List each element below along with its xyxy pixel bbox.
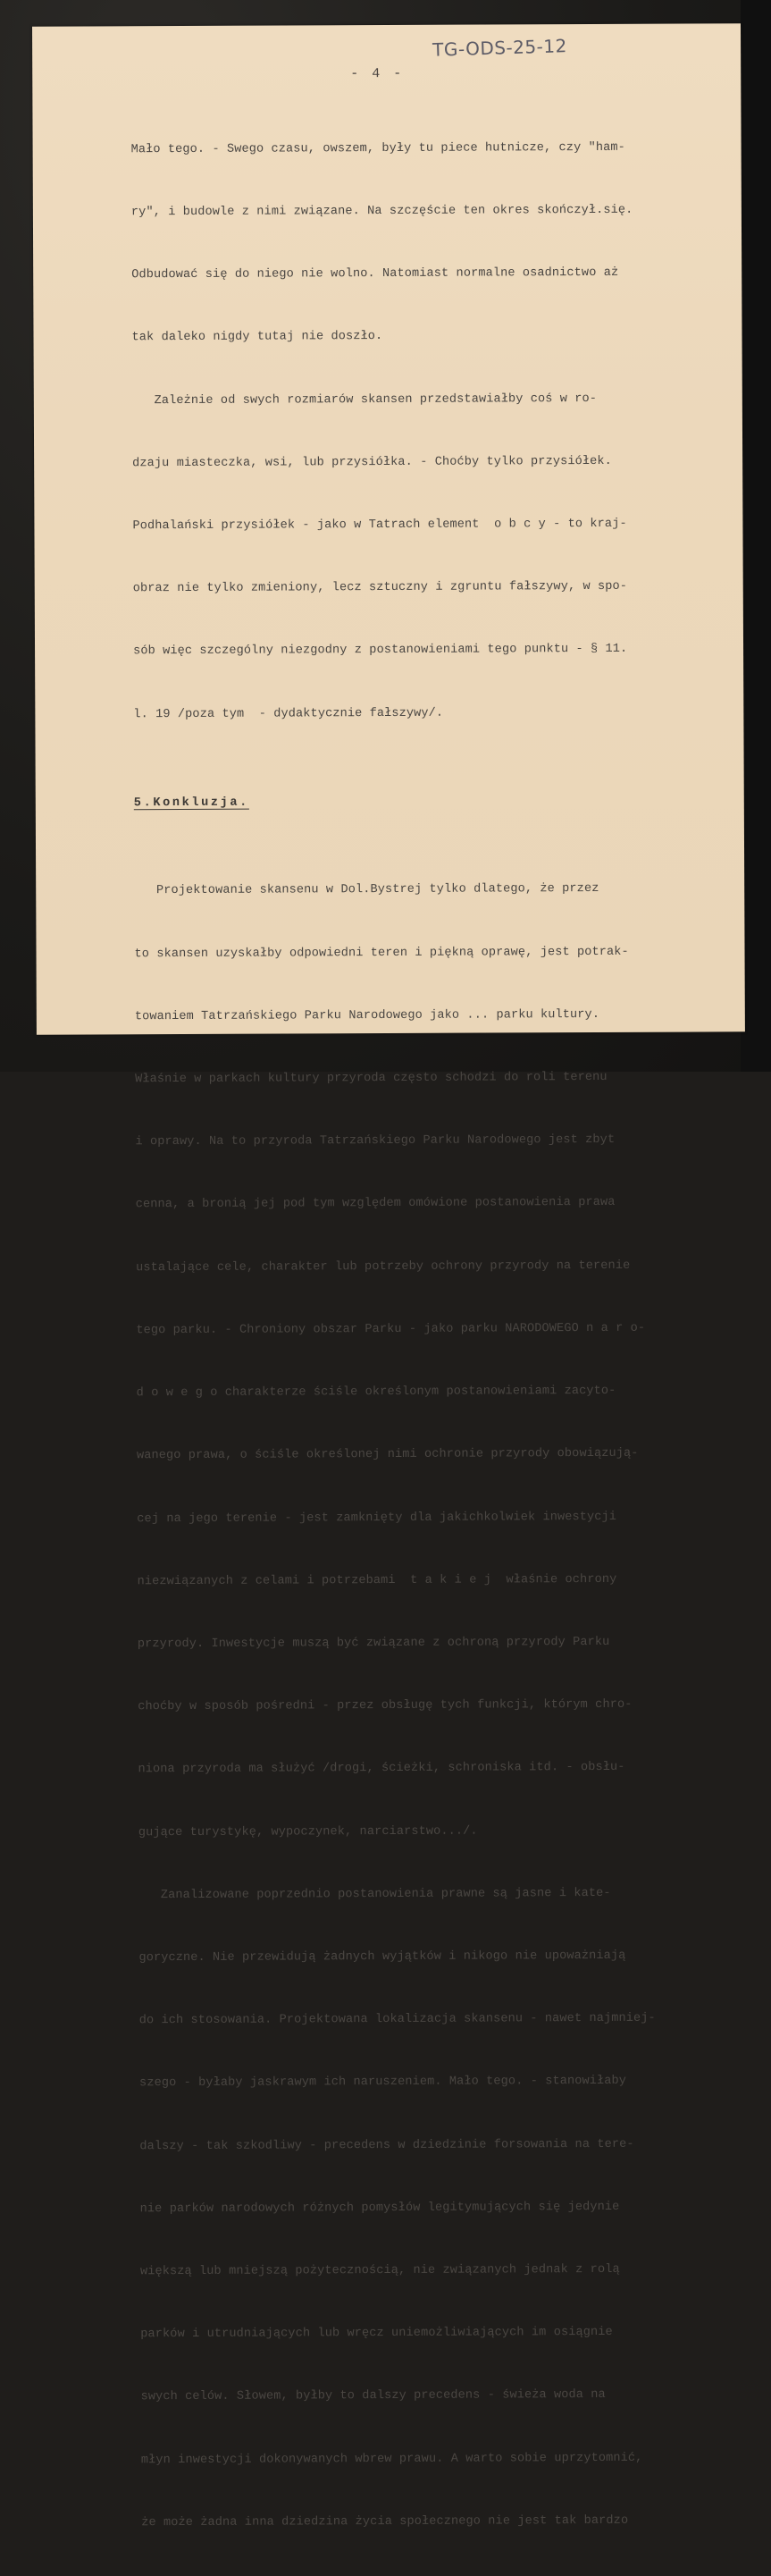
text-line: cenna, a bronią jej pod tym względem omówione postanowienia prawa — [135, 1196, 616, 1212]
text-line: ry", i budowle z nimi związane. Na szczęście ten okres skończył.się. — [130, 203, 633, 220]
text-line: parków i utrudniających lub wręcz uniemożliwiających im osiągnie — [140, 2326, 613, 2342]
text-line: ustalające cele, charakter lub potrzeby ochrony przyrody na terenie — [136, 1259, 631, 1275]
text-line: większą lub mniejszą pożytecznością, nie związanych jednak z rolą — [139, 2262, 620, 2279]
text-line: tak daleko nigdy tutaj nie doszło. — [131, 330, 383, 345]
text-line: niezwiązanych z celami i potrzebami t a k i e j właśnie ochrony — [137, 1572, 617, 1588]
page-number: - 4 - — [350, 65, 405, 82]
text-line: obraz nie tylko zmieniony, lecz sztuczny i zgruntu fałszywy, w spo- — [132, 580, 628, 596]
section-heading: 5.Konkluzja. — [133, 796, 249, 811]
text-line: że może żadna inna dziedzina życia społecznego nie jest tak bardzo — [141, 2513, 629, 2530]
text-line: szego - byłaby jaskrawym ich naruszeniem. Mało tego. - stanowiłaby — [139, 2075, 627, 2091]
typewritten-text — [130, 95, 731, 2575]
scanner-edge — [741, 0, 771, 1072]
text-line: Podhalański przysiółek - jako w Tatrach element o b c y - to kraj- — [132, 517, 627, 534]
text-line: cej na jego terenie - jest zamknięty dla jakichkolwiek inwestycji — [137, 1510, 617, 1526]
text-line: towaniem Tatrzańskiego Parku Narodowego jako ... parku kultury. — [134, 1007, 600, 1024]
text-line: d o w e g o charakterze ściśle określonym postanowieniami zacyto- — [136, 1384, 616, 1401]
text-line: to skansen uzyskałby odpowiedni teren i piękną oprawę, jest potrak- — [134, 945, 629, 961]
text-line: Projektowanie skansenu w Dol.Bystrej tylko dlatego, że przez — [134, 882, 599, 898]
text-line: przyrody. Inwestycje muszą być związane z ochroną przyrody Parku — [137, 1635, 610, 1652]
text-line: tego parku. - Chroniony obszar Parku - jako parku NARODOWEGO n a r o- — [136, 1321, 646, 1338]
text-line: l. 19 /poza tym - dydaktycznie fałszywy/. — [133, 706, 444, 721]
document-page — [32, 23, 745, 2530]
text-line: Mało tego. - Swego czasu, owszem, były tu piece hutnicze, czy "ham- — [130, 140, 625, 157]
text-line: niona przyroda ma służyć /drogi, ścieżki, schroniska itd. - obsłu- — [138, 1761, 625, 1777]
text-line: sób więc szczególny niezgodny z postanowieniami tego punktu - § 11. — [133, 643, 628, 659]
text-line: gujące turystykę, wypoczynek, narciarstwo.../. — [138, 1824, 478, 1839]
text-line: Właśnie w parkach kultury przyroda często schodzi do roli terenu — [135, 1071, 608, 1087]
text-line: dzaju miasteczka, wsi, lub przysiółka. - Choćby tylko przysiółek. — [132, 454, 612, 471]
text-line: nie parków narodowych różnych pomysłów legitymujących się jedynie — [139, 2200, 620, 2216]
text-line: młyn inwestycji dokonywanych wbrew prawu. A warto sobie uprzytomnić, — [140, 2451, 643, 2467]
text-line: Zanalizowane poprzednio postanowienia prawne są jasne i kate- — [138, 1886, 611, 1902]
text-line: i oprawy. Na to przyroda Tatrzańskiego Parku Narodowego jest zbyt — [135, 1133, 616, 1149]
text-line: wanego prawa, o ściśle określonej nimi ochronie przyrody obowiązują- — [136, 1447, 639, 1463]
text-line: goryczne. Nie przewidują żadnych wyjątków i nikogo nie upoważniają — [138, 1949, 626, 1966]
text-line: do ich stosowania. Projektowana lokalizacja skansenu - nawet najmniej- — [138, 2011, 656, 2028]
text-line: dalszy - tak szkodliwy - precedens w dziedzinie forsowania na tere- — [139, 2137, 634, 2153]
text-line: Zależnie od swych rozmiarów skansen przedstawiałby coś w ro- — [131, 391, 598, 408]
text-line: choćby w sposób pośredni - przez obsługę tych funkcji, którym chro- — [138, 1697, 633, 1714]
text-line: Odbudować się do niego nie wolno. Natomiast normalne osadnictwo aż — [131, 266, 619, 282]
archive-reference-number: TG-ODS-25-12 — [432, 35, 568, 61]
text-line: swych celów. Słowem, byłby to dalszy precedens - świeża woda na — [140, 2388, 606, 2404]
